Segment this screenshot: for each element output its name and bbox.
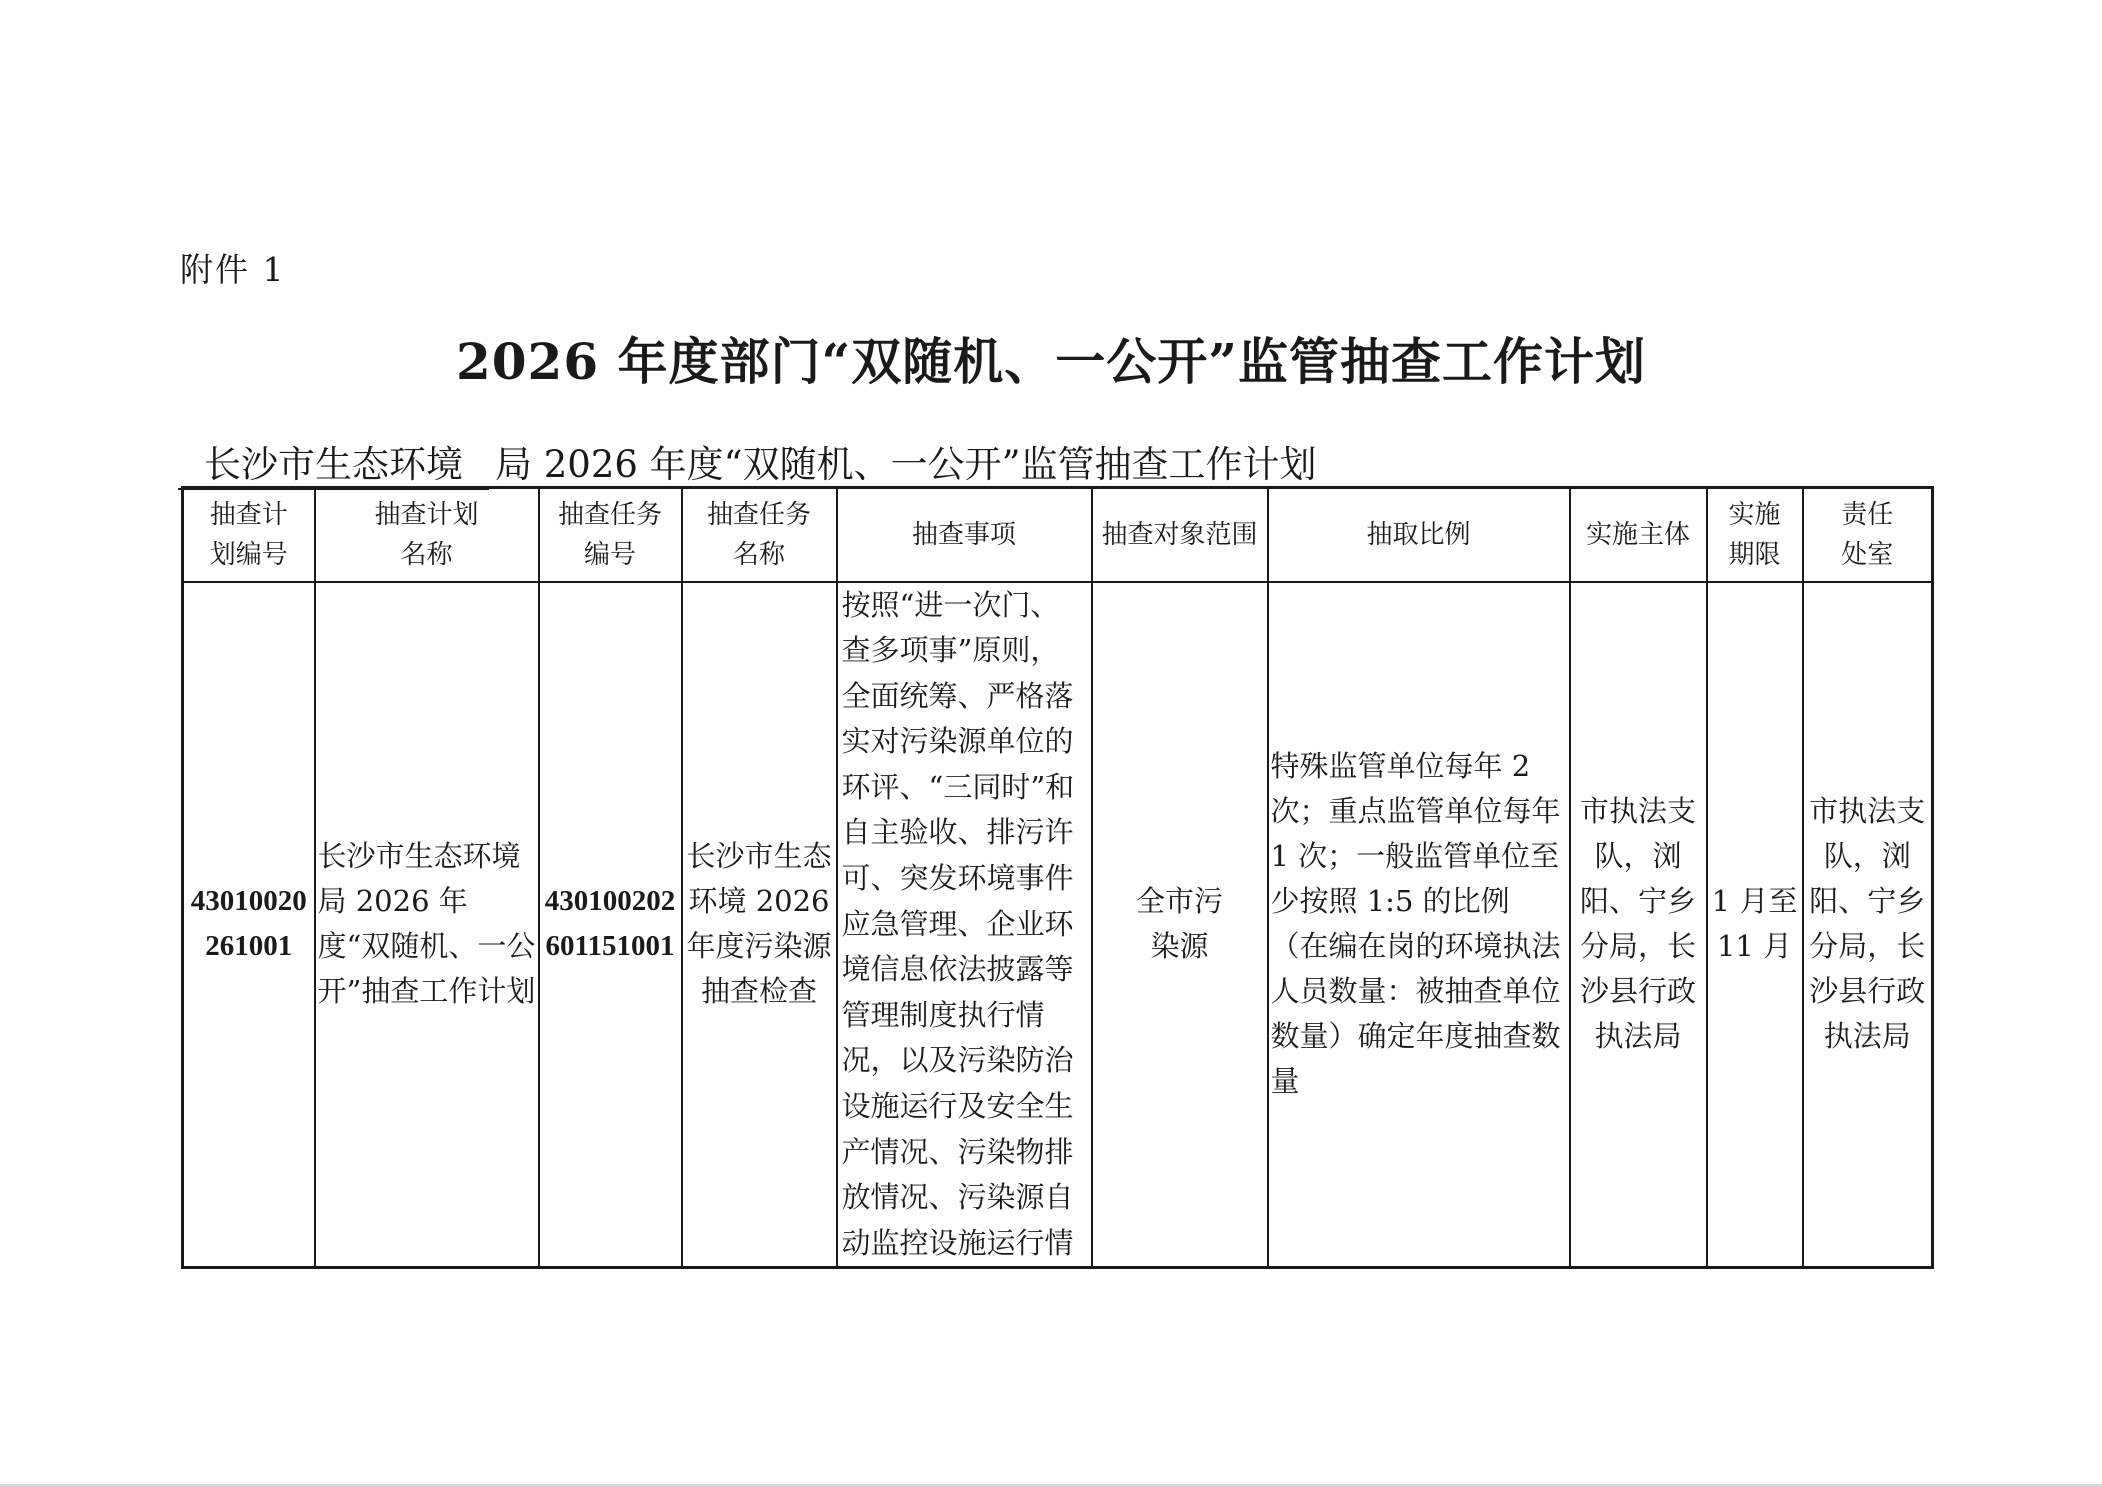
cell-plan-id: 43010020261001 (183, 582, 315, 1268)
header-implementer: 实施主体 (1570, 488, 1707, 582)
plan-table (181, 486, 1934, 1269)
cell-period: 1 月至 11 月 (1707, 582, 1803, 1268)
header-plan-name: 抽查计划名称 (315, 488, 539, 582)
cell-department: 市执法支队，浏阳、宁乡分局，长沙县行政执法局 (1803, 582, 1933, 1268)
cell-task-name: 长沙市生态环境 2026 年度污染源抽查检查 (682, 582, 837, 1268)
header-period: 实施期限 (1707, 488, 1803, 582)
attachment-label: 附件 1 (180, 250, 286, 289)
subtitle-suffix: 局 2026 年度“双随机、一公开”监管抽查工作计划 (495, 443, 1317, 486)
table-row (183, 582, 1933, 1268)
cell-check-items: 按照“进一次门、查多项事”原则，全面统筹、严格落实对污染源单位的环评、“三同时”和自主验收、排污许可、突发环境事件应急管理、企业环境信息依法披露等管理制度执行情况，以及污染防治设施运行及安全生产情况、污染物排放情况、污染源自动监控设施运行情 (837, 582, 1092, 1268)
header-ratio: 抽取比例 (1268, 488, 1570, 582)
header-task-name: 抽查任务名称 (682, 488, 837, 582)
table-header-row (183, 488, 1933, 582)
document-title: 2026 年度部门“双随机、一公开”监管抽查工作计划 (455, 332, 1647, 391)
header-department: 责任处室 (1803, 488, 1933, 582)
subtitle-org-name: 长沙市生态环境 (178, 434, 489, 490)
cell-implementer: 市执法支队，浏阳、宁乡分局，长沙县行政执法局 (1570, 582, 1707, 1268)
cell-ratio: 特殊监管单位每年 2 次；重点监管单位每年 1 次；一般监管单位至少按照 1:5 的比例（在编在岗的环境执法人员数量：被抽查单位数量）确定年度抽查数量 (1268, 582, 1570, 1268)
cell-task-id: 430100202601151001 (539, 582, 682, 1268)
header-task-id: 抽查任务编号 (539, 488, 682, 582)
cell-plan-name: 长沙市生态环境局 2026 年度“双随机、一公开”抽查工作计划 (315, 582, 539, 1268)
header-plan-id: 抽查计划编号 (183, 488, 315, 582)
cell-scope: 全市污染源 (1092, 582, 1268, 1268)
header-scope: 抽查对象范围 (1092, 488, 1268, 582)
header-check-items: 抽查事项 (837, 488, 1092, 582)
plan-subtitle (178, 434, 1317, 490)
